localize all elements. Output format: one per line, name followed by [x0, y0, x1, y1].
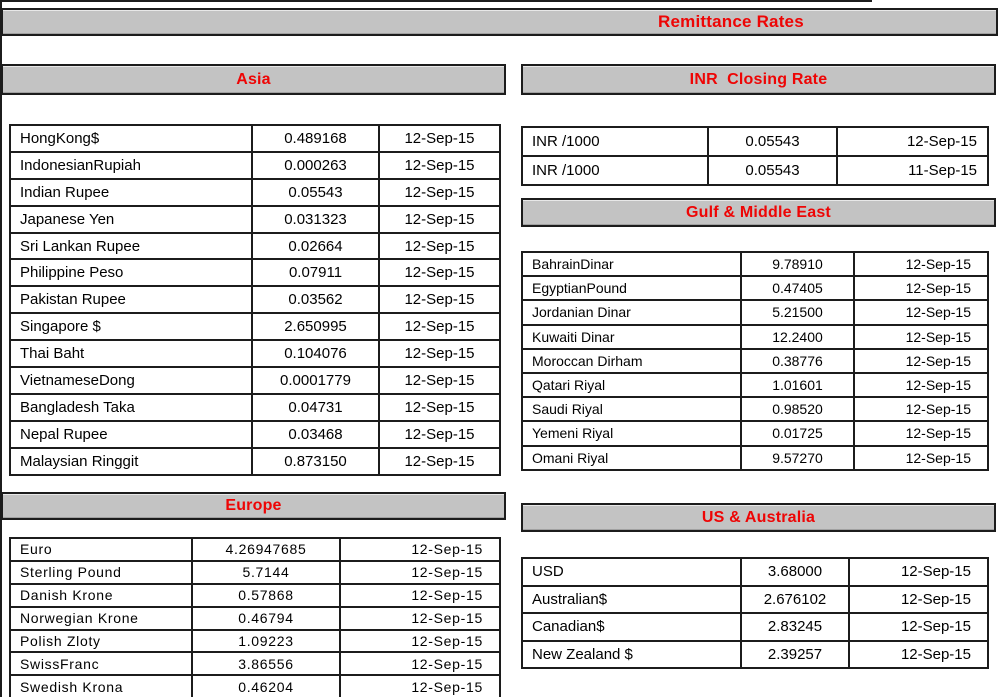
rate-cell: 0.57868: [193, 585, 339, 606]
rate-cell: 0.873150: [253, 449, 378, 474]
date-cell: 12-Sep-15: [850, 614, 987, 640]
table-row: [11, 585, 499, 606]
date-cell: 12-Sep-15: [341, 631, 499, 652]
name-cell: New Zealand $: [523, 642, 740, 668]
name-cell: Norwegian Krone: [11, 608, 191, 629]
table-row: [11, 126, 499, 151]
name-cell: Kuwaiti Dinar: [523, 326, 740, 348]
rate-cell: 0.05543: [709, 157, 836, 184]
name-cell: HongKong$: [11, 126, 251, 151]
table-row: [523, 128, 987, 155]
name-cell: Indian Rupee: [11, 180, 251, 205]
table-row: [11, 608, 499, 629]
rate-cell: 0.031323: [253, 207, 378, 232]
table-row: [11, 153, 499, 178]
name-cell: Moroccan Dirham: [523, 350, 740, 372]
date-cell: 12-Sep-15: [855, 253, 987, 275]
date-cell: 12-Sep-15: [341, 676, 499, 697]
name-cell: IndonesianRupiah: [11, 153, 251, 178]
rate-cell: 3.68000: [742, 559, 848, 585]
date-cell: 12-Sep-15: [380, 153, 499, 178]
table-row: [523, 350, 987, 372]
name-cell: Polish Zloty: [11, 631, 191, 652]
date-cell: 12-Sep-15: [855, 350, 987, 372]
main-title-bar: [1, 8, 998, 36]
name-cell: Euro: [11, 539, 191, 560]
table-row: [523, 447, 987, 469]
table-row: [523, 253, 987, 275]
name-cell: Bangladesh Taka: [11, 395, 251, 420]
rate-cell: 0.47405: [742, 277, 853, 299]
date-cell: 12-Sep-15: [341, 539, 499, 560]
name-cell: Sterling Pound: [11, 562, 191, 583]
table-row: [523, 301, 987, 323]
name-cell: Qatari Riyal: [523, 374, 740, 396]
rate-cell: 0.02664: [253, 234, 378, 259]
name-cell: EgyptianPound: [523, 277, 740, 299]
date-cell: 12-Sep-15: [380, 180, 499, 205]
date-cell: 12-Sep-15: [380, 126, 499, 151]
rate-cell: 0.05543: [709, 128, 836, 155]
section-title-gulf: Gulf & Middle East: [686, 203, 831, 221]
asia-rates-table: [9, 124, 501, 476]
table-row: [11, 539, 499, 560]
section-title-asia: Asia: [236, 70, 271, 88]
table-row: [523, 326, 987, 348]
table-row: [11, 368, 499, 393]
name-cell: Australian$: [523, 587, 740, 613]
date-cell: 12-Sep-15: [380, 341, 499, 366]
europe-rates-table: [9, 537, 501, 697]
rate-cell: 3.86556: [193, 653, 339, 674]
date-cell: 12-Sep-15: [341, 653, 499, 674]
rate-cell: 0.03468: [253, 422, 378, 447]
date-cell: 12-Sep-15: [855, 447, 987, 469]
date-cell: 11-Sep-15: [838, 157, 987, 184]
table-row: [11, 631, 499, 652]
section-title-inr: INR Closing Rate: [689, 70, 828, 88]
date-cell: 12-Sep-15: [850, 642, 987, 668]
name-cell: Thai Baht: [11, 341, 251, 366]
section-header-inr-closing-rate: [521, 64, 996, 95]
table-row: [11, 449, 499, 474]
rate-cell: 5.7144: [193, 562, 339, 583]
rate-cell: 9.78910: [742, 253, 853, 275]
date-cell: 12-Sep-15: [380, 395, 499, 420]
name-cell: Saudi Riyal: [523, 398, 740, 420]
rate-cell: 0.46794: [193, 608, 339, 629]
rate-cell: 0.04731: [253, 395, 378, 420]
date-cell: 12-Sep-15: [850, 559, 987, 585]
name-cell: USD: [523, 559, 740, 585]
name-cell: Canadian$: [523, 614, 740, 640]
table-row: [523, 277, 987, 299]
date-cell: 12-Sep-15: [380, 368, 499, 393]
rate-cell: 0.05543: [253, 180, 378, 205]
name-cell: Swedish Krona: [11, 676, 191, 697]
table-row: [523, 614, 987, 640]
date-cell: 12-Sep-15: [838, 128, 987, 155]
date-cell: 12-Sep-15: [855, 301, 987, 323]
section-title-europe: Europe: [225, 497, 282, 514]
table-row: [523, 642, 987, 668]
table-row: [11, 422, 499, 447]
table-row: [11, 653, 499, 674]
name-cell: SwissFranc: [11, 653, 191, 674]
us-australia-rates-table: [521, 557, 989, 669]
table-row: [523, 422, 987, 444]
table-row: [11, 287, 499, 312]
date-cell: 12-Sep-15: [341, 608, 499, 629]
inr-closing-rate-table: [521, 126, 989, 186]
rate-cell: 12.2400: [742, 326, 853, 348]
rate-cell: 1.01601: [742, 374, 853, 396]
table-row: [523, 374, 987, 396]
top-border-line: [0, 0, 872, 2]
rate-cell: 0.01725: [742, 422, 853, 444]
section-title-us: US & Australia: [701, 508, 816, 526]
section-header-europe: [1, 492, 506, 520]
section-header-gulf-middle-east: [521, 198, 996, 227]
name-cell: Yemeni Riyal: [523, 422, 740, 444]
name-cell: Nepal Rupee: [11, 422, 251, 447]
section-header-us-australia: [521, 503, 996, 532]
date-cell: 12-Sep-15: [855, 277, 987, 299]
rate-cell: 0.0001779: [253, 368, 378, 393]
rate-cell: 2.676102: [742, 587, 848, 613]
rate-cell: 0.38776: [742, 350, 853, 372]
date-cell: 12-Sep-15: [850, 587, 987, 613]
date-cell: 12-Sep-15: [341, 562, 499, 583]
page-title: Remittance Rates: [658, 12, 804, 31]
name-cell: Japanese Yen: [11, 207, 251, 232]
table-row: [523, 559, 987, 585]
table-row: [11, 395, 499, 420]
date-cell: 12-Sep-15: [380, 449, 499, 474]
rate-cell: 5.21500: [742, 301, 853, 323]
name-cell: VietnameseDong: [11, 368, 251, 393]
rate-cell: 4.26947685: [193, 539, 339, 560]
table-row: [11, 180, 499, 205]
rate-cell: 0.07911: [253, 260, 378, 285]
date-cell: 12-Sep-15: [380, 287, 499, 312]
date-cell: 12-Sep-15: [380, 314, 499, 339]
name-cell: Sri Lankan Rupee: [11, 234, 251, 259]
table-row: [11, 314, 499, 339]
rate-cell: 0.104076: [253, 341, 378, 366]
name-cell: Danish Krone: [11, 585, 191, 606]
name-cell: Malaysian Ringgit: [11, 449, 251, 474]
section-header-asia: [1, 64, 506, 95]
date-cell: 12-Sep-15: [341, 585, 499, 606]
rate-cell: 9.57270: [742, 447, 853, 469]
table-row: [523, 157, 987, 184]
date-cell: 12-Sep-15: [380, 207, 499, 232]
date-cell: 12-Sep-15: [855, 422, 987, 444]
rate-cell: 0.03562: [253, 287, 378, 312]
table-row: [11, 562, 499, 583]
table-row: [523, 398, 987, 420]
date-cell: 12-Sep-15: [380, 260, 499, 285]
left-border-line: [0, 0, 2, 697]
rate-cell: 0.46204: [193, 676, 339, 697]
table-row: [11, 234, 499, 259]
table-row: [11, 260, 499, 285]
name-cell: Omani Riyal: [523, 447, 740, 469]
table-row: [11, 207, 499, 232]
date-cell: 12-Sep-15: [855, 374, 987, 396]
name-cell: INR /1000: [523, 128, 707, 155]
rate-cell: 2.83245: [742, 614, 848, 640]
gulf-middle-east-rates-table: [521, 251, 989, 471]
name-cell: INR /1000: [523, 157, 707, 184]
table-row: [11, 676, 499, 697]
name-cell: BahrainDinar: [523, 253, 740, 275]
rate-cell: 1.09223: [193, 631, 339, 652]
rate-cell: 0.98520: [742, 398, 853, 420]
rate-cell: 0.000263: [253, 153, 378, 178]
name-cell: Singapore $: [11, 314, 251, 339]
rate-cell: 2.39257: [742, 642, 848, 668]
table-row: [523, 587, 987, 613]
date-cell: 12-Sep-15: [855, 398, 987, 420]
name-cell: Jordanian Dinar: [523, 301, 740, 323]
table-row: [11, 341, 499, 366]
rate-cell: 0.489168: [253, 126, 378, 151]
rate-cell: 2.650995: [253, 314, 378, 339]
date-cell: 12-Sep-15: [380, 422, 499, 447]
name-cell: Philippine Peso: [11, 260, 251, 285]
date-cell: 12-Sep-15: [855, 326, 987, 348]
name-cell: Pakistan Rupee: [11, 287, 251, 312]
date-cell: 12-Sep-15: [380, 234, 499, 259]
